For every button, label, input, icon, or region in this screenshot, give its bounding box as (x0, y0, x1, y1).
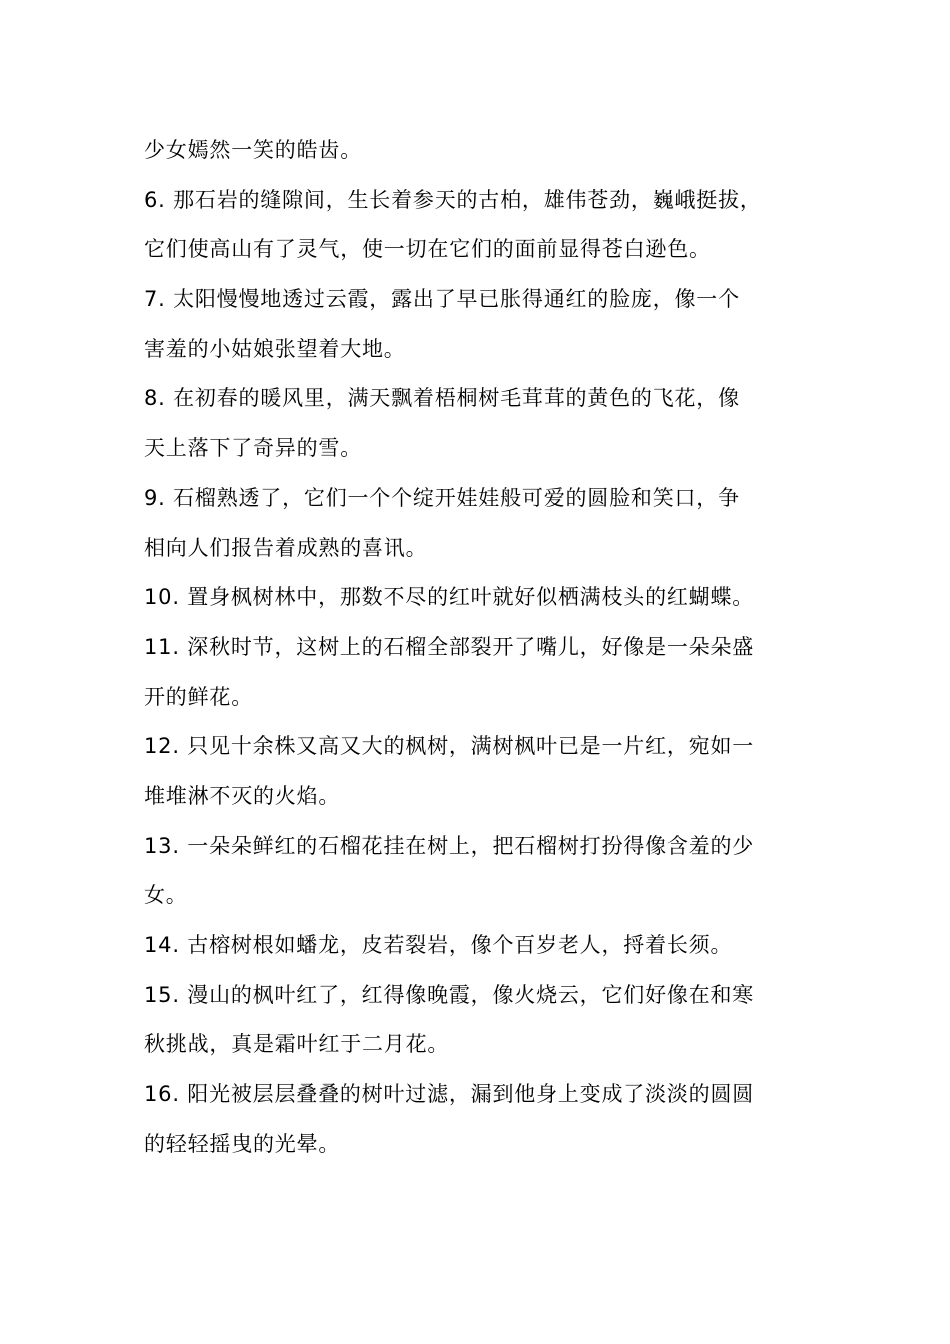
text-line-item-9-cont: 相向人们报告着成熟的喜讯。 (144, 535, 428, 560)
text-line-item-6: 6. 那石岩的缝隙间，生长着参天的古柏，雄伟苍劲，巍峨挺拔， (144, 187, 762, 212)
text-line-item-13-cont: 女。 (144, 883, 188, 908)
text-line-item-15: 15. 漫山的枫叶红了，红得像晚霞，像火烧云，它们好像在和寒 (144, 982, 755, 1007)
text-line-item-7: 7. 太阳慢慢地透过云霞，露出了早已胀得通红的脸庞，像一个 (144, 287, 740, 312)
text-line-item-13: 13. 一朵朵鲜红的石榴花挂在树上，把石榴树打扮得像含羞的少 (144, 833, 755, 858)
document-body (144, 126, 834, 1169)
text-line-item-16-cont: 的轻轻摇曳的光晕。 (144, 1131, 341, 1156)
text-line-item-11-cont: 开的鲜花。 (144, 684, 253, 709)
text-line-item-7-cont: 害羞的小姑娘张望着大地。 (144, 336, 406, 361)
text-line-item-14: 14. 古榕树根如蟠龙，皮若裂岩，像个百岁老人，捋着长须。 (144, 933, 733, 957)
text-line-item-16: 16. 阳光被层层叠叠的树叶过滤，漏到他身上变成了淡淡的圆圆 (144, 1082, 755, 1107)
text-line-item-11: 11. 深秋时节，这树上的石榴全部裂开了嘴儿，好像是一朵朵盛 (144, 634, 755, 659)
text-line-item-6-cont: 它们使高山有了灵气，使一切在它们的面前显得苍白逊色。 (144, 237, 711, 262)
text-line-item-8-cont: 天上落下了奇异的雪。 (144, 436, 362, 461)
text-line-item-9: 9. 石榴熟透了，它们一个个绽开娃娃般可爱的圆脸和笑口，争 (144, 485, 740, 510)
text-line-item-10: 10. 置身枫树林中，那数不尽的红叶就好似栖满枝头的红蝴蝶。 (144, 585, 755, 610)
text-line-item-12: 12. 只见十余株又高又大的枫树，满树枫叶已是一片红，宛如一 (144, 734, 755, 759)
text-line-item-8: 8. 在初春的暖风里，满天飘着梧桐树毛茸茸的黄色的飞花，像 (144, 386, 740, 411)
text-line-item-12-cont: 堆堆淋不灭的火焰。 (144, 783, 341, 808)
text-line-continuation-5: 少女嫣然一笑的皓齿。 (144, 138, 362, 162)
text-line-item-15-cont: 秋挑战，真是霜叶红于二月花。 (144, 1032, 450, 1057)
